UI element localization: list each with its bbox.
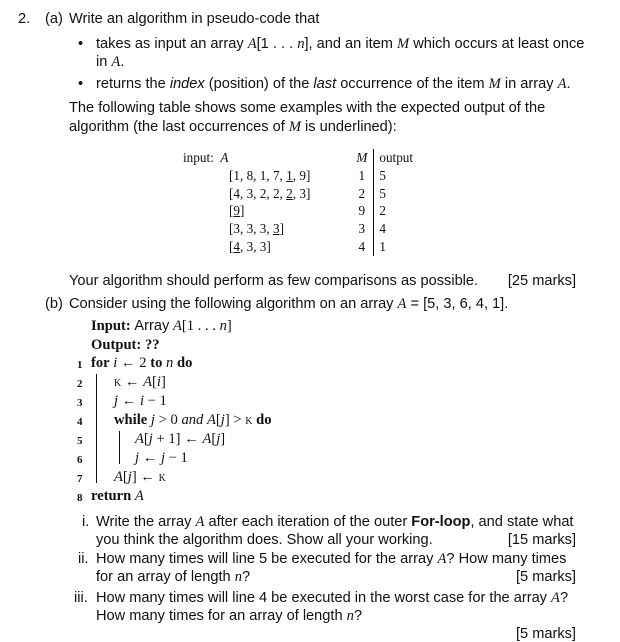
line-number: 1	[77, 359, 83, 371]
header-m: M	[356, 150, 368, 165]
algo-line-3: j ← i − 1	[114, 393, 167, 409]
part-b-label: (b)	[45, 296, 63, 312]
header-input: input: A	[183, 150, 229, 165]
table-row: [3, 3, 3, 3] 3 4	[177, 220, 419, 238]
table-intro-line2: algorithm (the last occurrences of M is underlined):	[69, 119, 397, 135]
indent-guide	[119, 431, 120, 464]
sub-ii-marks: [5 marks]	[515, 569, 576, 585]
line-number: 8	[77, 492, 83, 504]
line-number: 5	[77, 435, 83, 447]
examples-table	[177, 149, 419, 256]
sub-i-line2: you think the algorithm does. Show all your working.	[96, 532, 433, 548]
part-a-label: (a)	[45, 11, 63, 27]
algo-line-2: k ← A[i]	[114, 374, 166, 390]
sub-iii-marks: [5 marks]	[515, 626, 576, 642]
table-row: [9] 9 2	[177, 202, 419, 220]
algo-line-8: return A	[91, 488, 144, 504]
table-row: [4, 3, 2, 2, 2, 3] 2 5	[177, 185, 419, 203]
algo-input: Input: Array A[1 . . . n]	[91, 318, 232, 334]
algo-line-7: A[j] ← k	[114, 469, 166, 485]
algo-line-4: while j > 0 and A[j] > k do	[114, 412, 272, 428]
algo-line-6: j ← j − 1	[135, 450, 188, 466]
table-header	[177, 149, 419, 167]
sub-i-marks: [15 marks]	[507, 532, 576, 548]
algo-output: Output: ??	[91, 337, 160, 353]
line-number: 7	[77, 473, 83, 485]
indent-guide	[96, 374, 97, 483]
table-row: [1, 8, 1, 7, 1, 9] 1 5	[177, 167, 419, 185]
algo-line-5: A[j + 1] ← A[j]	[135, 431, 226, 447]
line-number: 2	[77, 378, 83, 390]
part-a-marks: [25 marks]	[507, 273, 576, 289]
header-output: output	[374, 149, 419, 167]
bullet-2: • returns the index (position) of the last occurrence of the item M in array A.	[96, 76, 571, 93]
table-intro-line1: The following table shows some examples with the expected output of the	[69, 100, 546, 116]
sub-iii-line1: How many times will line 4 be executed in the worst case for the array A?	[96, 590, 569, 606]
bullet-1-cont: in A.	[96, 54, 125, 70]
bullet-1: • takes as input an array A[1 . . . n], and an item M which occurs at least once	[96, 36, 584, 53]
part-a-intro: Write an algorithm in pseudo-code that	[69, 11, 320, 27]
table-row: [4, 3, 3] 4 1	[177, 238, 419, 256]
algo-line-1: for i ← 2 to n do	[91, 355, 193, 371]
line-number: 6	[77, 454, 83, 466]
perform-text: Your algorithm should perform as few comparisons as possible.	[69, 273, 479, 289]
sub-i-label: i.	[82, 514, 90, 530]
sub-iii-line2: How many times for an array of length n?	[96, 608, 363, 624]
sub-ii-line2: for an array of length n?	[96, 569, 251, 585]
sub-ii-label: ii.	[78, 551, 89, 567]
question-number: 2.	[18, 11, 31, 27]
sub-i-line1: Write the array A after each iteration of the outer For-loop, and state what	[96, 514, 574, 530]
line-number: 3	[77, 397, 83, 409]
part-b-intro: Consider using the following algorithm on an array A = [5, 3, 6, 4, 1].	[69, 296, 509, 312]
sub-iii-label: iii.	[74, 590, 88, 606]
line-number: 4	[77, 416, 83, 428]
sub-ii-line1: How many times will line 5 be executed for the array A? How many times	[96, 551, 567, 567]
